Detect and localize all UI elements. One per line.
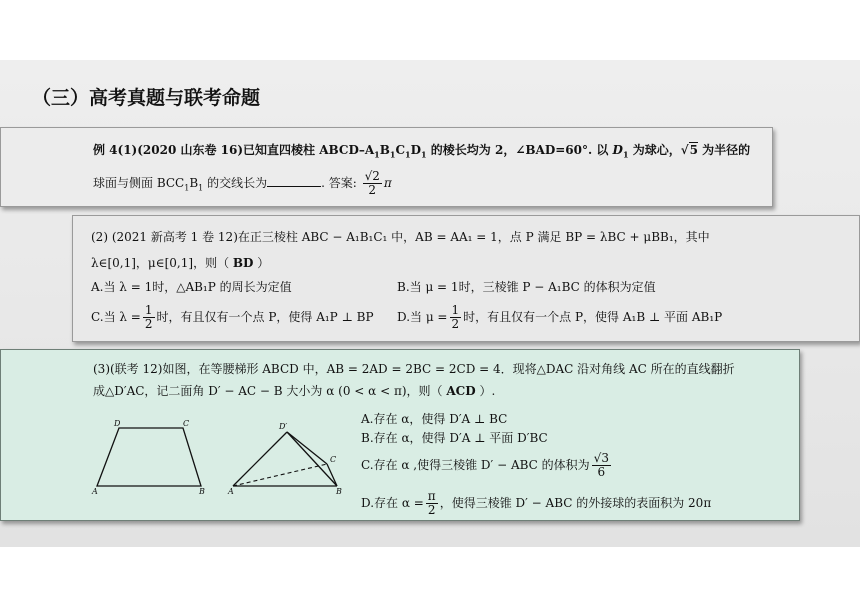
- q2-option-a: A.当 λ = 1时，△AB₁P 的周长为定值: [91, 280, 292, 294]
- label-b: B: [199, 487, 205, 496]
- q2-line1: (2) (2021 新高考 1 卷 12)在正三棱柱 ABC − A₁B₁C₁ 中，AB = AA₁ = 1，点 P 满足 BP = λBC + μBB₁，其中: [91, 230, 710, 244]
- label-a: A: [92, 487, 98, 496]
- q2-line2: λ∈[0,1]，μ∈[0,1]，则（ BD ）: [91, 256, 270, 270]
- label-b2: B: [336, 487, 342, 496]
- label-c: C: [183, 419, 190, 428]
- q2-answer: BD: [232, 256, 254, 270]
- q2-option-b: B.当 μ = 1时，三棱锥 P − A₁BC 的体积为定值: [397, 280, 656, 294]
- q2-option-c: C.当 λ = $\frac{1}{2}$ 时，有且仅有一个点 P，使得 A₁P ⊥ BP: [91, 303, 374, 331]
- q3-option-b: B.存在 α，使得 D′A ⊥ 平面 D′BC: [361, 431, 548, 445]
- label-a2: A: [228, 487, 234, 496]
- q1-line1: 例 4(1)(2020 山东卷 16)已知直四棱柱 ABCD–$A_1B_1C_1D_1$ 的棱长均为 2，∠BAD=60°. 以 $D_1$ 为球心，√5 为半径的: [93, 143, 751, 160]
- label-c2: C: [330, 455, 337, 464]
- q1-line2: 球面与侧面 $BCC_1B_1$ 的交线长为 . 答案: $\frac{√2}{2}$ π: [93, 169, 392, 197]
- q3-line1: (3)(联考 12)如图，在等腰梯形 ABCD 中，AB = 2AD = 2BC = 2CD = 4．现将△DAC 沿对角线 AC 所在的直线翻折: [93, 362, 735, 376]
- trapezoid-figure: [91, 419, 205, 496]
- example-1-panel: [0, 127, 773, 207]
- q3-option-a: A.存在 α，使得 D′A ⊥ BC: [361, 412, 508, 426]
- q3-option-d: D.存在 α = $\frac{\pi}{2}$ ，使得三棱锥 D′ − ABC 的外接球的表面积为 20π: [361, 489, 712, 517]
- answer-blank: [267, 176, 321, 187]
- trapezoid-figures: [89, 416, 349, 498]
- q3-line2: 成△D′AC，记二面角 D′ − AC − B 大小为 α (0 < α < π)，则（ ACD ）.: [93, 384, 496, 398]
- example-3-panel: [0, 349, 800, 521]
- pyramid-figure: [227, 422, 342, 496]
- q3-option-c: C.存在 α ,使得三棱锥 D′ − ABC 的体积为 $\frac{√3}{6}$: [361, 451, 609, 479]
- q3-answer: ACD: [446, 384, 476, 398]
- answer-fraction: $\frac{√2}{2}$: [364, 169, 380, 197]
- label-d-prime: D′: [279, 422, 288, 431]
- example-2-panel: [72, 215, 860, 342]
- label-d: D: [114, 419, 121, 428]
- q2-option-d: D.当 μ = $\frac{1}{2}$ 时，有且仅有一个点 P，使得 A₁B ⊥ 平面 AB₁P: [397, 303, 723, 331]
- trapezoid-shape: [97, 428, 201, 486]
- section-heading: （三）高考真题与联考命题: [32, 87, 261, 109]
